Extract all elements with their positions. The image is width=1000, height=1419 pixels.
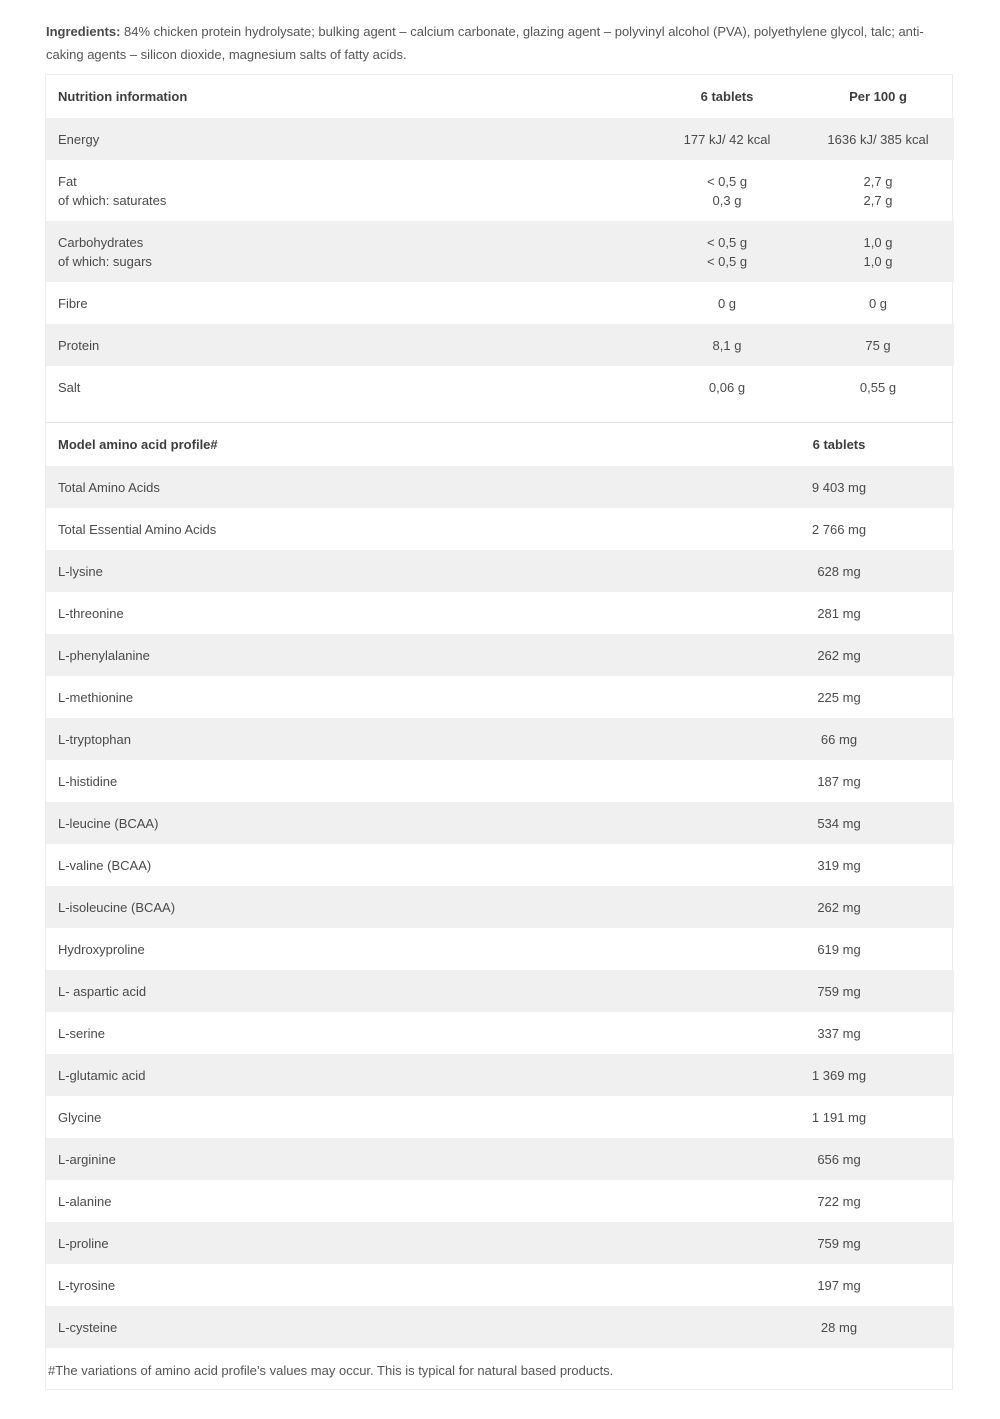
amino-acid-value: 187 mg <box>817 773 861 789</box>
table-row <box>46 592 954 634</box>
row-value-per-100g: 1,0 g <box>863 234 893 250</box>
table-row <box>46 634 954 676</box>
amino-acid-name: L-phenylalanine <box>58 647 150 663</box>
amino-acid-name: L-methionine <box>58 689 134 705</box>
row-label: Energy <box>58 131 100 147</box>
amino-acid-value: 656 mg <box>817 1151 861 1167</box>
amino-acid-value: 759 mg <box>817 1235 861 1251</box>
nutrition-header-label: Nutrition information <box>58 89 188 104</box>
table-row <box>46 844 954 886</box>
nutrition-header-col1: 6 tablets <box>700 89 754 104</box>
nutrition-header-col2: Per 100 g <box>849 89 907 104</box>
table-row <box>46 1222 954 1264</box>
amino-acid-value: 628 mg <box>817 563 861 579</box>
row-subvalue-6-tablets: < 0,5 g <box>706 253 748 269</box>
amino-acid-value: 225 mg <box>817 689 861 705</box>
row-value-per-100g: 2,7 g <box>863 173 893 189</box>
row-label: Fat <box>58 173 77 189</box>
table-row <box>46 466 954 508</box>
table-row <box>46 1264 954 1306</box>
footnote: #The variations of amino acid profile’s values may occur. This is typical for natural based products. <box>48 1363 614 1378</box>
amino-acid-name: L-arginine <box>58 1151 116 1167</box>
amino-acid-value: 534 mg <box>817 815 861 831</box>
table-row <box>46 1306 954 1348</box>
amino-acid-value: 319 mg <box>817 857 861 873</box>
table-row <box>46 366 954 408</box>
amino-acid-value: 281 mg <box>817 605 861 621</box>
table-row <box>46 886 954 928</box>
row-value-per-100g: 0,55 g <box>859 379 897 395</box>
amino-acid-value: 262 mg <box>817 899 861 915</box>
table-row <box>46 1180 954 1222</box>
amino-acid-value: 262 mg <box>817 647 861 663</box>
table-row <box>46 221 954 282</box>
row-value-6-tablets: < 0,5 g <box>706 173 748 189</box>
amino-acid-value: 9 403 mg <box>811 479 867 495</box>
amino-header-row <box>46 423 954 466</box>
ingredients-text <box>46 20 936 66</box>
row-value-6-tablets: 177 kJ/ 42 kcal <box>683 131 771 147</box>
amino-acid-name: L-proline <box>58 1235 109 1251</box>
amino-acid-name: L-tyrosine <box>58 1277 116 1293</box>
amino-acid-name: L-leucine (BCAA) <box>58 815 159 831</box>
row-value-per-100g: 0 g <box>868 295 888 311</box>
table-row <box>46 928 954 970</box>
amino-acid-value: 619 mg <box>817 941 861 957</box>
row-value-per-100g: 75 g <box>865 337 891 353</box>
amino-acid-name: L-valine (BCAA) <box>58 857 152 873</box>
table-row <box>46 718 954 760</box>
table-row <box>46 1054 954 1096</box>
row-value-6-tablets: 8,1 g <box>712 337 742 353</box>
row-value-6-tablets: 0 g <box>717 295 737 311</box>
amino-acid-name: Total Essential Amino Acids <box>58 521 217 537</box>
row-subvalue-6-tablets: 0,3 g <box>712 192 742 208</box>
amino-acid-value: 197 mg <box>817 1277 861 1293</box>
table-row <box>46 802 954 844</box>
table-row <box>46 1138 954 1180</box>
amino-acid-name: L-serine <box>58 1025 105 1041</box>
amino-acid-name: L-histidine <box>58 773 118 789</box>
row-value-6-tablets: < 0,5 g <box>706 234 748 250</box>
table-row <box>46 508 954 550</box>
table-row <box>46 324 954 366</box>
row-subvalue-per-100g: 1,0 g <box>863 253 893 269</box>
row-value-per-100g: 1636 kJ/ 385 kcal <box>827 131 929 147</box>
nutrition-header-row <box>46 75 954 118</box>
row-subvalue-per-100g: 2,7 g <box>863 192 893 208</box>
amino-acid-value: 1 191 mg <box>811 1109 867 1125</box>
table-row <box>46 1012 954 1054</box>
table-row <box>46 676 954 718</box>
amino-acid-name: Total Amino Acids <box>58 479 160 495</box>
row-sublabel: of which: saturates <box>58 192 167 208</box>
amino-acid-value: 722 mg <box>817 1193 861 1209</box>
row-value-6-tablets: 0,06 g <box>708 379 746 395</box>
row-label: Salt <box>58 379 81 395</box>
amino-acid-name: L-isoleucine (BCAA) <box>58 899 176 915</box>
table-row <box>46 760 954 802</box>
amino-acid-name: Glycine <box>58 1109 102 1125</box>
table-row <box>46 1096 954 1138</box>
ingredients-list: 84% chicken protein hydrolysate; bulking agent – calcium carbonate, glazing agent – polyvinyl alcohol (PVA), polyethylene glycol, talc; anti-caking agents – silicon dioxide, magnesium salts of fatty acids. <box>46 24 924 62</box>
table-row <box>46 282 954 324</box>
amino-acid-value: 759 mg <box>817 983 861 999</box>
amino-header-label: Model amino acid profile# <box>58 437 218 452</box>
amino-acid-name: L-lysine <box>58 563 103 579</box>
amino-acid-value: 66 mg <box>820 731 858 747</box>
amino-acid-value: 337 mg <box>817 1025 861 1041</box>
amino-acid-value: 2 766 mg <box>811 521 867 537</box>
row-label: Carbohydrates <box>58 234 144 250</box>
amino-acid-name: L-threonine <box>58 605 124 621</box>
amino-acid-name: L-cysteine <box>58 1319 118 1335</box>
row-sublabel: of which: sugars <box>58 253 152 269</box>
row-label: Protein <box>58 337 100 353</box>
amino-acid-name: L-glutamic acid <box>58 1067 146 1083</box>
table-row <box>46 160 954 221</box>
table-row <box>46 970 954 1012</box>
amino-acid-value: 28 mg <box>820 1319 858 1335</box>
table-row <box>46 550 954 592</box>
table-row <box>46 118 954 160</box>
amino-acid-name: Hydroxyproline <box>58 941 145 957</box>
amino-acid-name: L- aspartic acid <box>58 983 147 999</box>
amino-acid-name: L-tryptophan <box>58 731 131 747</box>
nutrition-table <box>45 74 953 1390</box>
amino-header-col: 6 tablets <box>812 437 866 452</box>
row-label: Fibre <box>58 295 88 311</box>
ingredients-label: Ingredients: <box>46 24 121 39</box>
amino-acid-name: L-alanine <box>58 1193 112 1209</box>
amino-acid-value: 1 369 mg <box>811 1067 867 1083</box>
